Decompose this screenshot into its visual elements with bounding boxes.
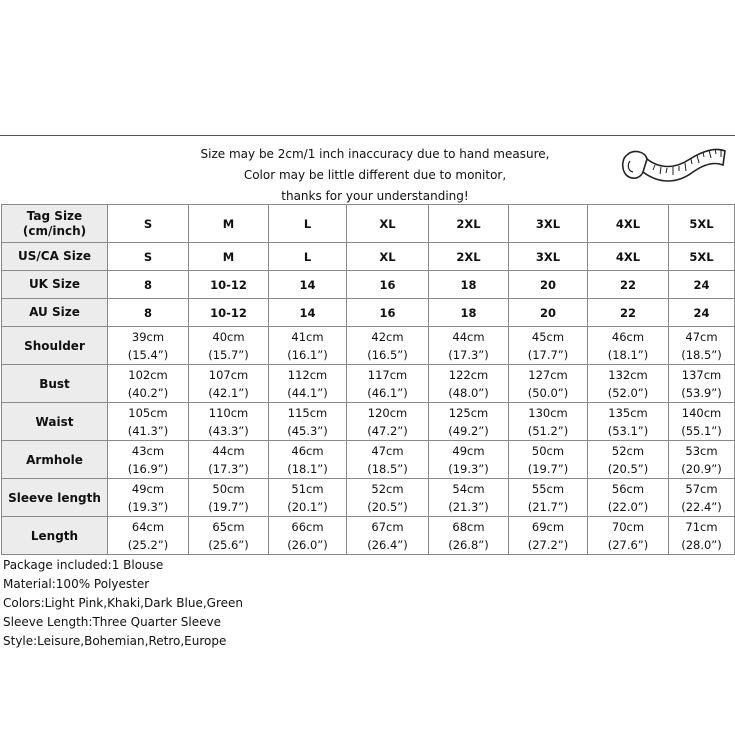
size-cell: M: [189, 243, 269, 271]
cm-value: 127cm: [528, 367, 568, 382]
measure-cell: [269, 441, 347, 479]
measure-cell: [509, 327, 588, 365]
info-style: Style:Leisure,Bohemian,Retro,Europe: [3, 634, 227, 648]
measure-cell: [189, 517, 269, 555]
size-cell: M: [189, 205, 269, 243]
measure-cell: [189, 403, 269, 441]
measure-cell: [189, 441, 269, 479]
cm-value: 55cm: [531, 481, 565, 496]
cm-value: 70cm: [611, 519, 645, 534]
size-header-row: [2, 271, 735, 299]
cm-value: 49cm: [131, 481, 165, 496]
row-label: Length: [2, 517, 108, 555]
inch-value: (48.0”): [448, 385, 489, 400]
measure-cell: [347, 403, 429, 441]
row-label: Shoulder: [2, 327, 108, 365]
inch-value: (40.2”): [127, 385, 169, 400]
inch-value: (20.5”): [607, 461, 649, 476]
cm-value: 140cm: [681, 405, 722, 420]
cm-value: 110cm: [208, 405, 249, 420]
info-sleeve-length: Sleeve Length:Three Quarter Sleeve: [3, 615, 222, 629]
measure-cell: [347, 327, 429, 365]
inch-value: (19.7”): [208, 499, 249, 514]
size-cell: S: [108, 243, 189, 271]
row-label: Waist: [2, 403, 108, 441]
size-cell: 4XL: [588, 205, 669, 243]
inch-value: (19.3”): [127, 499, 169, 514]
measure-cell: [269, 327, 347, 365]
cm-value: 46cm: [291, 443, 324, 458]
cm-value: 50cm: [531, 443, 565, 458]
inch-value: (17.3”): [448, 347, 489, 362]
cm-value: 47cm: [371, 443, 404, 458]
cm-value: 122cm: [448, 367, 489, 382]
measure-cell: [269, 479, 347, 517]
cm-value: 50cm: [212, 481, 245, 496]
inch-value: (25.2”): [127, 537, 169, 552]
size-cell: 24: [669, 271, 735, 299]
measure-cell: [108, 365, 189, 403]
measure-cell: [108, 327, 189, 365]
cm-value: 47cm: [685, 329, 718, 344]
cm-value: 107cm: [208, 367, 249, 382]
size-cell: L: [269, 243, 347, 271]
inch-value: (46.1”): [367, 385, 408, 400]
measure-cell: [429, 327, 509, 365]
row-label: [2, 271, 108, 299]
size-header-row: [2, 205, 735, 243]
cm-value: 52cm: [611, 443, 645, 458]
measure-cell: [108, 479, 189, 517]
row-label-line: UK Size: [28, 277, 81, 291]
measure-cell: [347, 479, 429, 517]
size-cell: 10-12: [189, 271, 269, 299]
measure-cell: [429, 479, 509, 517]
size-cell: 4XL: [588, 243, 669, 271]
cm-value: 67cm: [371, 519, 404, 534]
inch-value: (22.0”): [607, 499, 649, 514]
measure-cell: [189, 479, 269, 517]
size-cell: 2XL: [429, 205, 509, 243]
inch-value: (42.1”): [208, 385, 249, 400]
inch-value: (16.9”): [127, 461, 169, 476]
size-cell: XL: [347, 205, 429, 243]
info-package: Package included:1 Blouse: [3, 558, 164, 572]
inch-value: (49.2”): [448, 423, 489, 438]
measure-cell: [669, 403, 735, 441]
measure-cell: [189, 327, 269, 365]
info-material: Material:100% Polyester: [3, 577, 150, 591]
inch-value: (18.5”): [681, 347, 722, 362]
cm-value: 54cm: [452, 481, 485, 496]
row-label-line: US/CA Size: [18, 249, 91, 263]
measure-row: [2, 327, 735, 365]
measure-cell: [588, 479, 669, 517]
cm-value: 65cm: [212, 519, 245, 534]
measure-cell: [347, 441, 429, 479]
inch-value: (17.3”): [208, 461, 249, 476]
measure-cell: [588, 403, 669, 441]
row-label-line: AU Size: [29, 305, 80, 319]
size-cell: 10-12: [189, 299, 269, 327]
inch-value: (18.5”): [367, 461, 408, 476]
cm-value: 53cm: [685, 443, 718, 458]
measure-cell: [429, 403, 509, 441]
inch-value: (15.4”): [127, 347, 169, 362]
inch-value: (47.2”): [367, 423, 408, 438]
inch-value: (25.6”): [208, 537, 249, 552]
inch-value: (53.1”): [607, 423, 649, 438]
measure-cell: [588, 365, 669, 403]
cm-value: 57cm: [685, 481, 718, 496]
size-cell: 22: [588, 271, 669, 299]
size-cell: 16: [347, 299, 429, 327]
size-cell: S: [108, 205, 189, 243]
size-cell: L: [269, 205, 347, 243]
measure-cell: [189, 365, 269, 403]
size-table: [1, 204, 735, 555]
size-cell: 20: [509, 271, 588, 299]
row-label-line: Tag Size: [26, 208, 83, 223]
inch-value: (18.1”): [607, 347, 649, 362]
measure-cell: [588, 441, 669, 479]
size-header-row: [2, 299, 735, 327]
measure-cell: [669, 441, 735, 479]
size-cell: 2XL: [429, 243, 509, 271]
inch-value: (52.0”): [607, 385, 649, 400]
measure-cell: [347, 365, 429, 403]
cm-value: 115cm: [287, 405, 328, 420]
size-cell: 22: [588, 299, 669, 327]
row-label: [2, 299, 108, 327]
measure-cell: [429, 441, 509, 479]
cm-value: 71cm: [685, 519, 718, 534]
cm-value: 45cm: [531, 329, 565, 344]
size-header-row: [2, 243, 735, 271]
measure-cell: [429, 365, 509, 403]
cm-value: 52cm: [371, 481, 404, 496]
inch-value: (53.9”): [681, 385, 722, 400]
cm-value: 132cm: [608, 367, 648, 382]
row-label-line: (cm/inch): [22, 223, 87, 238]
inch-value: (50.0”): [527, 385, 569, 400]
cm-value: 42cm: [371, 329, 404, 344]
size-cell: 18: [429, 299, 509, 327]
cm-value: 43cm: [131, 443, 165, 458]
inch-value: (19.3”): [448, 461, 489, 476]
inch-value: (20.5”): [367, 499, 408, 514]
inch-value: (26.4”): [367, 537, 408, 552]
inch-value: (19.7”): [527, 461, 569, 476]
size-cell: 3XL: [509, 243, 588, 271]
inch-value: (20.9”): [681, 461, 722, 476]
row-label: [2, 243, 108, 271]
measure-cell: [669, 517, 735, 555]
cm-value: 66cm: [291, 519, 324, 534]
cm-value: 68cm: [452, 519, 485, 534]
size-cell: 18: [429, 271, 509, 299]
note-line: Size may be 2cm/1 inch inaccuracy due to hand measure,: [200, 147, 550, 161]
cm-value: 105cm: [128, 405, 168, 420]
cm-value: 44cm: [452, 329, 485, 344]
size-cell: 8: [108, 271, 189, 299]
measure-cell: [669, 365, 735, 403]
info-colors: Colors:Light Pink,Khaki,Dark Blue,Green: [3, 596, 243, 610]
size-cell: 5XL: [669, 205, 735, 243]
inch-value: (17.7”): [527, 347, 569, 362]
size-cell: 14: [269, 271, 347, 299]
inch-value: (27.6”): [607, 537, 649, 552]
cm-value: 44cm: [212, 443, 245, 458]
measure-cell: [509, 479, 588, 517]
cm-value: 56cm: [611, 481, 645, 496]
measure-row: [2, 365, 735, 403]
inch-value: (20.1”): [287, 499, 328, 514]
cm-value: 137cm: [681, 367, 722, 382]
inch-value: (51.2”): [527, 423, 569, 438]
size-chart: [0, 135, 735, 653]
measure-row: [2, 517, 735, 555]
cm-value: 46cm: [611, 329, 645, 344]
cm-value: 40cm: [212, 329, 245, 344]
size-cell: 8: [108, 299, 189, 327]
measure-cell: [509, 365, 588, 403]
measure-cell: [108, 403, 189, 441]
measure-row: [2, 479, 735, 517]
measure-cell: [269, 517, 347, 555]
inch-value: (21.3”): [448, 499, 489, 514]
cm-value: 112cm: [287, 367, 328, 382]
inch-value: (21.7”): [527, 499, 569, 514]
inch-value: (43.3”): [208, 423, 249, 438]
cm-value: 125cm: [448, 405, 489, 420]
measure-cell: [108, 517, 189, 555]
measure-cell: [269, 365, 347, 403]
inch-value: (15.7”): [208, 347, 249, 362]
row-label: Sleeve length: [2, 479, 108, 517]
cm-value: 51cm: [291, 481, 324, 496]
inch-value: (26.0”): [287, 537, 328, 552]
measure-cell: [509, 517, 588, 555]
measure-cell: [269, 403, 347, 441]
measure-row: [2, 441, 735, 479]
note-line: thanks for your understanding!: [281, 189, 469, 203]
cm-value: 39cm: [131, 329, 165, 344]
row-label: Armhole: [2, 441, 108, 479]
measure-row: [2, 403, 735, 441]
cm-value: 69cm: [531, 519, 565, 534]
measure-cell: [509, 403, 588, 441]
measure-cell: [588, 517, 669, 555]
inch-value: (22.4”): [681, 499, 722, 514]
cm-value: 135cm: [608, 405, 648, 420]
cm-value: 117cm: [367, 367, 408, 382]
inch-value: (28.0”): [681, 537, 722, 552]
cm-value: 41cm: [291, 329, 324, 344]
inch-value: (45.3”): [287, 423, 328, 438]
size-cell: 14: [269, 299, 347, 327]
measuring-tape-icon: [615, 139, 730, 201]
size-cell: 20: [509, 299, 588, 327]
inch-value: (18.1”): [287, 461, 328, 476]
cm-value: 120cm: [367, 405, 408, 420]
inch-value: (16.5”): [367, 347, 408, 362]
measure-cell: [669, 479, 735, 517]
size-cell: 5XL: [669, 243, 735, 271]
measure-cell: [429, 517, 509, 555]
measure-cell: [588, 327, 669, 365]
inch-value: (44.1”): [287, 385, 328, 400]
inch-value: (26.8”): [448, 537, 489, 552]
row-label: Bust: [2, 365, 108, 403]
cm-value: 102cm: [128, 367, 168, 382]
inch-value: (55.1”): [681, 423, 722, 438]
row-label: [2, 205, 108, 243]
size-cell: XL: [347, 243, 429, 271]
measure-cell: [509, 441, 588, 479]
cm-value: 64cm: [131, 519, 165, 534]
size-cell: 3XL: [509, 205, 588, 243]
note-line: Color may be little different due to monitor,: [243, 168, 507, 182]
inch-value: (27.2”): [527, 537, 569, 552]
inch-value: (41.3”): [127, 423, 169, 438]
size-cell: 16: [347, 271, 429, 299]
measure-cell: [347, 517, 429, 555]
cm-value: 130cm: [528, 405, 568, 420]
measure-cell: [108, 441, 189, 479]
cm-value: 49cm: [452, 443, 485, 458]
inch-value: (16.1”): [287, 347, 328, 362]
size-cell: 24: [669, 299, 735, 327]
measure-cell: [669, 327, 735, 365]
size-notes: [150, 144, 600, 207]
product-info: [3, 556, 243, 651]
